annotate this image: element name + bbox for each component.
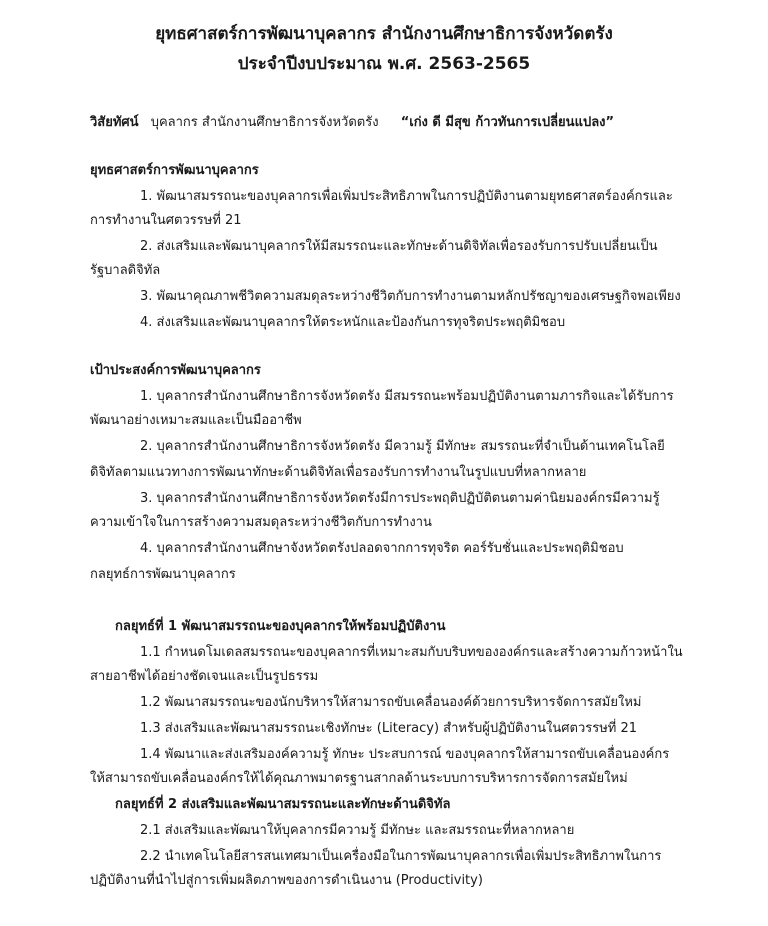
tactic-1-item-1: 1.1 กำหนดโมเดลสมรรถนะของบุคลากรที่เหมาะสมกับบริบทขององค์กรและสร้างความก้าวหน้าใน bbox=[140, 645, 683, 660]
objective-item-4: 4. บุคลากรสำนักงานศึกษาจังหวัดตรังปลอดจากการทุจริต คอร์รับชั่นและประพฤติมิชอบ bbox=[140, 541, 624, 556]
objective-item-2: 2. บุคลากรสำนักงานศึกษาธิการจังหวัดตรัง มีความรู้ มีทักษะ สมรรถนะที่จำเป็นด้านเทคโนโลยี bbox=[140, 439, 665, 454]
strategy-item-2-cont: รัฐบาลดิจิทัล bbox=[90, 263, 161, 278]
tactic-1-item-4: 1.4 พัฒนาและส่งเสริมองค์ความรู้ ทักษะ ประสบการณ์ ของบุคลากรให้สามารถขับเคลื่อนองค์กร bbox=[140, 747, 670, 762]
tactic-2-item-2-cont: ปฏิบัติงานที่นำไปสู่การเพิ่มผลิตภาพของการดำเนินงาน (Productivity) bbox=[90, 873, 483, 888]
tactic-1-item-4-cont: ให้สามารถขับเคลื่อนองค์กรให้ได้คุณภาพมาตรฐานสากลด้านระบบการบริหารการจัดการสมัยใหม่ bbox=[90, 771, 628, 786]
document-title: ยุทธศาสตร์การพัฒนาบุคลากร สำนักงานศึกษาธิการจังหวัดตรัง bbox=[155, 24, 613, 44]
vision-subject: บุคลากร สำนักงานศึกษาธิการจังหวัดตรัง bbox=[150, 115, 379, 130]
objective-item-3-cont: ความเข้าใจในการสร้างความสมดุลระหว่างชีวิตกับการทำงาน bbox=[90, 515, 432, 530]
objective-item-4-cont: กลยุทธ์การพัฒนาบุคลากร bbox=[90, 567, 236, 582]
strategy-item-3: 3. พัฒนาคุณภาพชีวิตความสมดุลระหว่างชีวิตกับการทำงานตามหลักปรัชญาของเศรษฐกิจพอเพียง bbox=[140, 289, 681, 304]
objective-item-2-cont: ดิจิทัลตามแนวทางการพัฒนาทักษะด้านดิจิทัลเพื่อรองรับการทำงานในรูปแบบที่หลากหลาย bbox=[90, 465, 587, 480]
document-subtitle: ประจำปีงบประมาณ พ.ศ. 2563-2565 bbox=[237, 54, 531, 74]
strategy-item-4: 4. ส่งเสริมและพัฒนาบุคลากรให้ตระหนักและป้องกันการทุจริตประพฤติมิชอบ bbox=[140, 315, 566, 330]
strategy-item-1-cont: การทำงานในศตวรรษที่ 21 bbox=[90, 213, 242, 228]
tactic-1-item-2: 1.2 พัฒนาสมรรถนะของนักบริหารให้สามารถขับเคลื่อนองค์ด้วยการบริหารจัดการสมัยใหม่ bbox=[140, 695, 642, 710]
tactic-1-item-3: 1.3 ส่งเสริมและพัฒนาสมรรถนะเชิงทักษะ (Literacy) สำหรับผู้ปฏิบัติงานในศตวรรษที่ 21 bbox=[140, 721, 638, 736]
strategy-heading: ยุทธศาสตร์การพัฒนาบุคลากร bbox=[90, 163, 259, 178]
tactic-1-heading: กลยุทธ์ที่ 1 พัฒนาสมรรถนะของบุคลากรให้พร้อมปฏิบัติงาน bbox=[115, 619, 446, 634]
tactic-2-heading: กลยุทธ์ที่ 2 ส่งเสริมและพัฒนาสมรรถนะและทักษะด้านดิจิทัล bbox=[115, 797, 451, 812]
strategy-item-1: 1. พัฒนาสมรรถนะของบุคลากรเพื่อเพิ่มประสิทธิภาพในการปฏิบัติงานตามยุทธศาสตร์องค์กรและ bbox=[140, 189, 673, 204]
strategy-item-2: 2. ส่งเสริมและพัฒนาบุคลากรให้มีสมรรถนะและทักษะด้านดิจิทัลเพื่อรองรับการปรับเปลี่ยนเป็น bbox=[140, 239, 658, 254]
vision-slogan: “เก่ง ดี มีสุข ก้าวทันการเปลี่ยนแปลง” bbox=[400, 115, 615, 130]
objectives-heading: เป้าประสงค์การพัฒนาบุคลากร bbox=[90, 363, 261, 378]
tactic-2-item-1: 2.1 ส่งเสริมและพัฒนาให้บุคลากรมีความรู้ มีทักษะ และสมรรถนะที่หลากหลาย bbox=[140, 823, 575, 838]
tactic-2-item-2: 2.2 นำเทคโนโลยีสารสนเทศมาเป็นเครื่องมือในการพัฒนาบุคลากรเพื่อเพิ่มประสิทธิภาพในการ bbox=[140, 849, 662, 864]
objective-item-1-cont: พัฒนาอย่างเหมาะสมและเป็นมืออาชีพ bbox=[90, 413, 302, 428]
tactic-1-item-1-cont: สายอาชีพได้อย่างชัดเจนและเป็นรูปธรรม bbox=[90, 669, 319, 684]
vision-label: วิสัยทัศน์ bbox=[90, 115, 139, 130]
vision-line bbox=[90, 114, 614, 132]
objective-item-3: 3. บุคลากรสำนักงานศึกษาธิการจังหวัดตรังมีการประพฤติปฏิบัติตนตามค่านิยมองค์กรมีความรู้ bbox=[140, 491, 660, 506]
objective-item-1: 1. บุคลากรสำนักงานศึกษาธิการจังหวัดตรัง มีสมรรถนะพร้อมปฏิบัติงานตามภารกิจและได้รับการ bbox=[140, 389, 674, 404]
